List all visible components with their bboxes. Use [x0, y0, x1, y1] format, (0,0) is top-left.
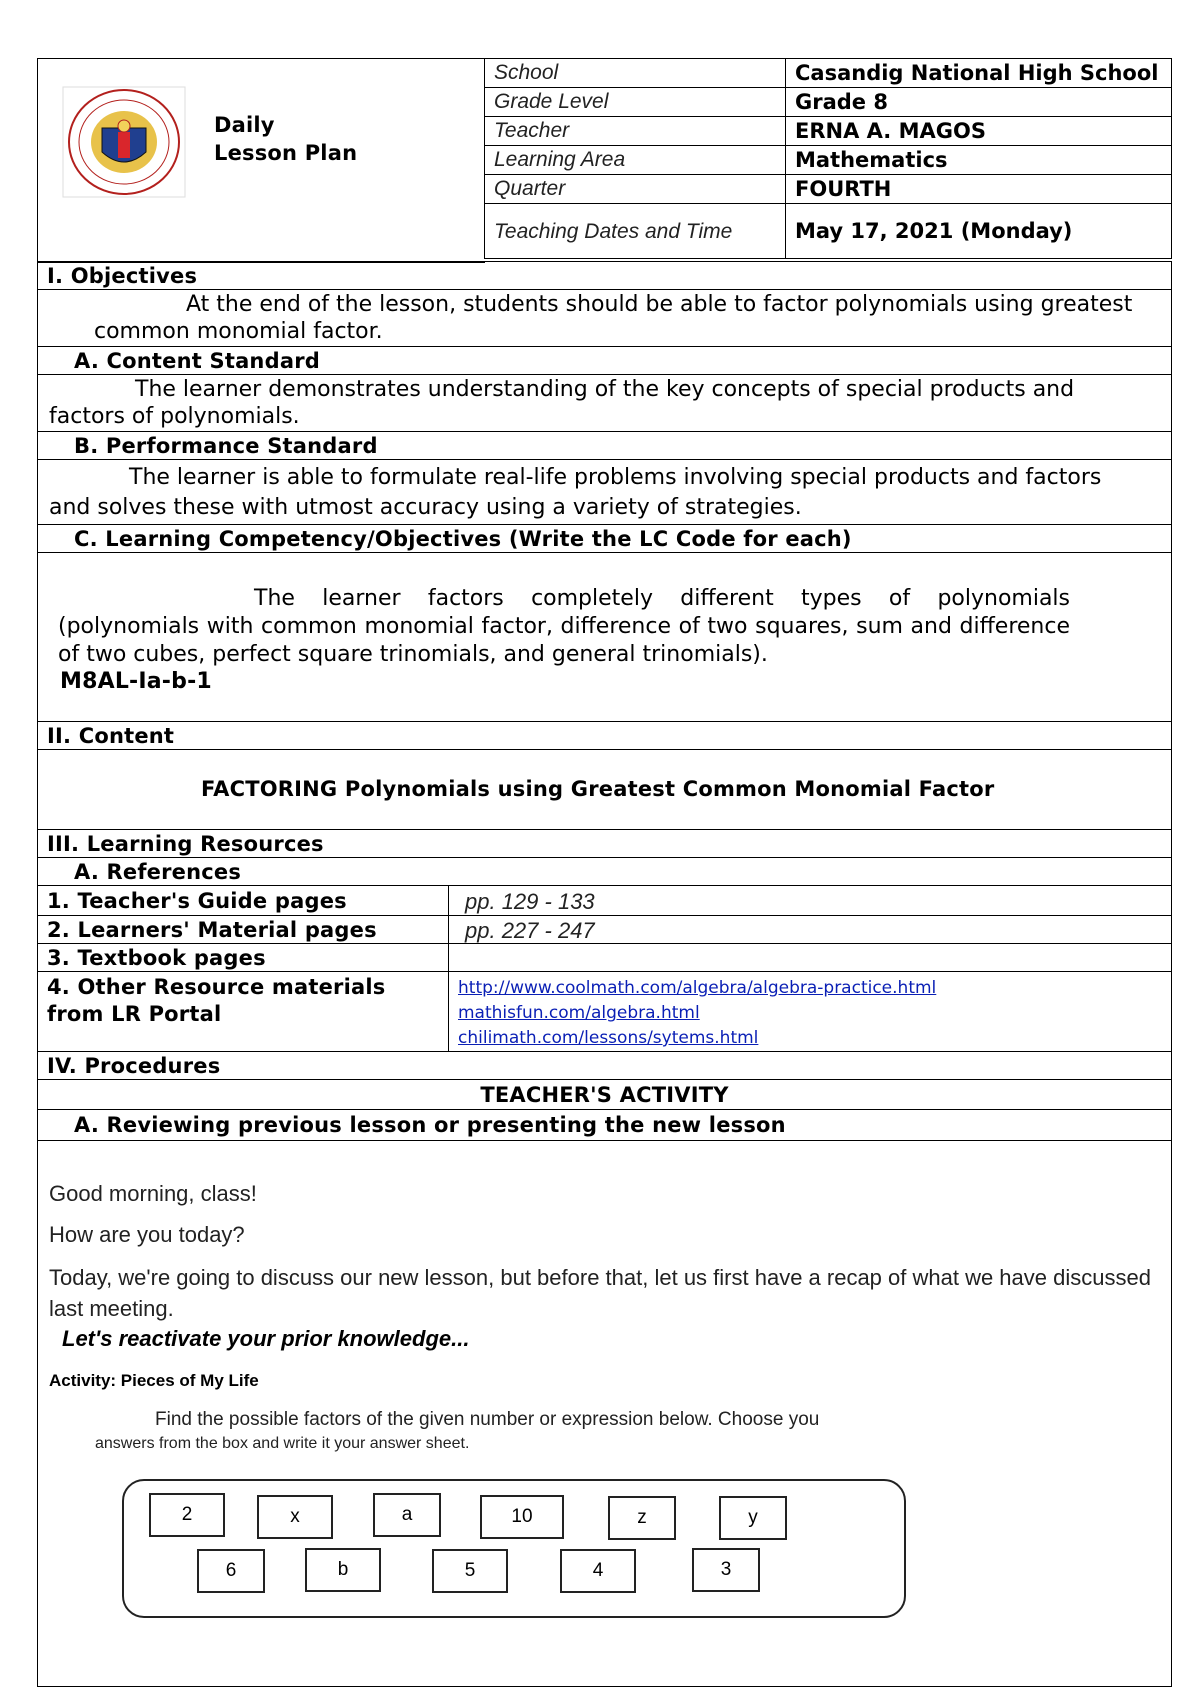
info-label: Quarter: [485, 175, 786, 204]
performance-standard-text-row: [37, 459, 1172, 524]
content-standard-text-row: [37, 374, 1172, 431]
question-text: How are you today?: [49, 1222, 245, 1247]
lesson-plan-page: [37, 58, 1172, 1688]
info-value: Mathematics: [786, 146, 1172, 175]
section-a-row: [37, 1109, 1172, 1141]
content-standard-heading-row: [37, 346, 1172, 375]
info-label: Teaching Dates and Time: [485, 204, 786, 259]
content-heading-row: [37, 721, 1172, 750]
info-value: ERNA A. MAGOS: [786, 117, 1172, 146]
section-a-heading: A. Reviewing previous lesson or presenting the new lesson: [74, 1113, 786, 1137]
resource-link[interactable]: chilimath.com/lessons/sytems.html: [458, 1028, 759, 1048]
competency-heading-row: [37, 524, 1172, 553]
objectives-text-row: [37, 289, 1172, 346]
objectives-heading-row: [37, 261, 1172, 290]
resource-label: 3. Textbook pages: [47, 946, 266, 970]
activity-title: Activity: Pieces of My Life: [49, 1371, 259, 1390]
instruction-line1: Find the possible factors of the given number or expression below. Choose you: [155, 1409, 820, 1430]
info-row: [485, 204, 1172, 259]
choice-box: 5: [432, 1549, 508, 1593]
resource-label: 2. Learners' Material pages: [47, 918, 377, 942]
header-left-cell: [37, 58, 485, 263]
resources-heading-row: [37, 829, 1172, 858]
performance-standard-text: The learner is able to formulate real-life problems involving special products and factors and solves these with utmost accuracy using a variety of strategies.: [49, 465, 1102, 520]
info-value: FOURTH: [786, 175, 1172, 204]
resource-label: 1. Teacher's Guide pages: [47, 889, 347, 913]
competency-heading: C. Learning Competency/Objectives (Write the LC Code for each): [74, 527, 852, 551]
content-text-row: [37, 749, 1172, 830]
info-value: May 17, 2021 (Monday): [786, 204, 1172, 259]
choice-box: 6: [197, 1549, 265, 1593]
resource-link[interactable]: mathisfun.com/algebra.html: [458, 1003, 700, 1023]
content-heading: II. Content: [47, 724, 175, 748]
references-heading: A. References: [74, 860, 242, 884]
procedures-heading: IV. Procedures: [47, 1054, 221, 1078]
doc-title-line2: Lesson Plan: [214, 141, 358, 165]
info-label: Teacher: [485, 117, 786, 146]
teacher-activity-heading: TEACHER'S ACTIVITY: [480, 1083, 729, 1107]
content-standard-text: The learner demonstrates understanding of the key concepts of special products and factors of polynomials.: [49, 377, 1075, 429]
instruction-line2: answers from the box and write it your answer sheet.: [95, 1435, 470, 1452]
choice-box: a: [373, 1493, 441, 1537]
choice-box: z: [608, 1496, 676, 1540]
info-row: [485, 175, 1172, 204]
resource-value: pp. 227 - 247: [465, 918, 595, 943]
info-label: School: [485, 59, 786, 88]
resource-link[interactable]: http://www.coolmath.com/algebra/algebra-practice.html: [458, 978, 937, 998]
competency-code: M8AL-Ia-b-1: [60, 669, 212, 694]
choice-box: 10: [480, 1495, 564, 1539]
choice-box: y: [719, 1496, 787, 1540]
choice-box: b: [305, 1548, 381, 1592]
resource-row: [37, 885, 1172, 916]
choice-box: 4: [560, 1549, 636, 1593]
performance-standard-heading-row: [37, 431, 1172, 460]
doc-title: [214, 111, 357, 167]
objectives-heading: I. Objectives: [47, 264, 198, 288]
info-value: Casandig National High School: [786, 59, 1172, 88]
deped-seal-logo: [62, 86, 186, 198]
school-info-table: [484, 58, 1172, 259]
reactivate-text: Let's reactivate your prior knowledge...: [62, 1326, 470, 1351]
choice-box: 3: [692, 1548, 760, 1592]
objectives-text: At the end of the lesson, students should be able to factor polynomials using greatest common monomial factor.: [94, 292, 1133, 344]
choice-box: 2: [149, 1493, 225, 1537]
info-label: Grade Level: [485, 88, 786, 117]
doc-title-line1: Daily: [214, 113, 275, 137]
intro-text: Today, we're going to discuss our new lesson, but before that, let us first have a recap of what we have discussed last meeting.: [49, 1265, 1151, 1321]
info-label: Learning Area: [485, 146, 786, 175]
info-row: [485, 59, 1172, 88]
competency-text-row: [37, 552, 1172, 721]
performance-standard-heading: B. Performance Standard: [74, 434, 378, 458]
info-row: [485, 117, 1172, 146]
info-row: [485, 88, 1172, 117]
info-value: Grade 8: [786, 88, 1172, 117]
procedure-body: [37, 1139, 1172, 1687]
other-resources-row: [37, 971, 1172, 1052]
references-heading-row: [37, 857, 1172, 886]
teacher-activity-row: [37, 1079, 1172, 1110]
resource-row: [37, 943, 1172, 972]
greeting-text: Good morning, class!: [49, 1181, 257, 1206]
info-row: [485, 146, 1172, 175]
content-text: FACTORING Polynomials using Greatest Common Monomial Factor: [201, 777, 995, 801]
resource-value: pp. 129 - 133: [465, 889, 595, 914]
resource-row: [37, 915, 1172, 944]
answer-choices-box: [122, 1479, 906, 1618]
content-standard-heading: A. Content Standard: [74, 349, 320, 373]
competency-text: The learner factors completely different types of polynomials (polynomials with common monomial factor, difference of two squares, sum and difference of two cubes, perfect square trinomials, and general trinomials).: [58, 586, 1070, 667]
other-resources-label: 4. Other Resource materials from LR Portal: [47, 975, 386, 1026]
resources-heading: III. Learning Resources: [47, 832, 324, 856]
choice-box: x: [257, 1495, 333, 1539]
procedures-heading-row: [37, 1051, 1172, 1080]
